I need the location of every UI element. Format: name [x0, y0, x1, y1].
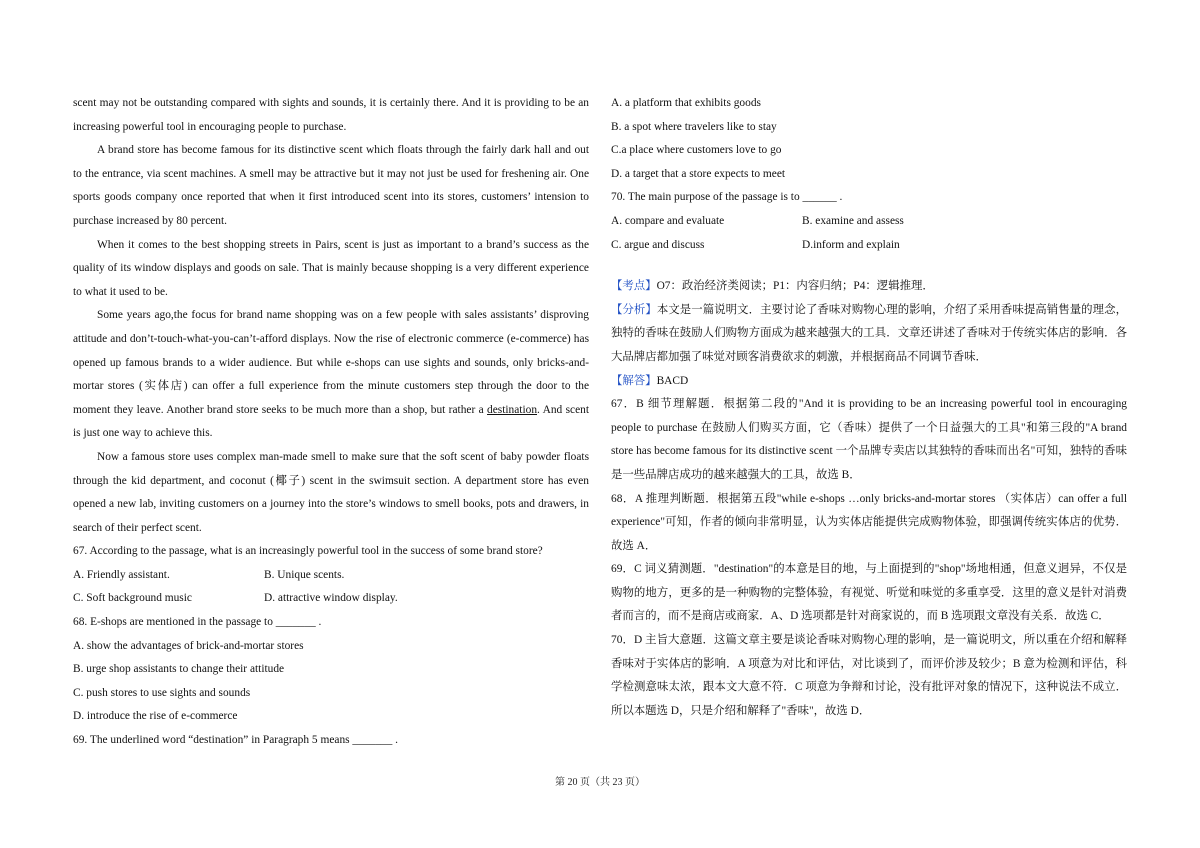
- kaodian-text: O7：政治经济类阅读；P1：内容归纳；P4：逻辑推理．: [656, 280, 934, 293]
- option-70-c: C. argue and discuss: [611, 238, 705, 251]
- paragraph-4-text-b: . And scent is just one way to achieve this.: [73, 403, 589, 440]
- fenxi-text: 本文是一篇说明文．主要讨论了香味对购物心理的影响，介绍了采用香味提高销售量的理念，独特的香味在鼓励人们购物方面成为越来越强大的工具．文章还讲述了香味对于传统实体店的影响．各大品牌店都加强了味觉对顾客消费欲求的刺激，并根据商品不同调节香味．: [611, 303, 1127, 363]
- option-70-a: A. compare and evaluate: [611, 214, 725, 227]
- paragraph-4: [73, 304, 589, 446]
- paragraph-3: When it comes to the best shopping streets in Pairs, scent is just as important to a brand’s success as the quality of its window displays and goods on sale. That is mainly because shopping is a very different experience to what it used to be.: [73, 238, 589, 298]
- answer-70: 70．D 主旨大意题．这篇文章主要是谈论香味对购物心理的影响，是一篇说明文，所以重在介绍和解释香味对于实体店的影响．A 项意为对比和评估，对比谈到了，而评价涉及较少；B 意为检测和评估，科学检测意味太浓，跟本文大意不符．C 项意为争辩和讨论，没有批评对象的情况下，这种说法不成立．所以本题选 D，只是介绍和解释了"香味"，故选 D．: [611, 634, 1127, 717]
- kaodian-section: [611, 275, 1127, 299]
- option-67-d: D. attractive window display.: [264, 592, 398, 605]
- fenxi-tag: 【分析】: [611, 303, 657, 316]
- paragraph-4-text-a: Some years ago,the focus for brand name shopping was on a few people with sales assistants’ disproving attitude and don’t-touch-what-you-can’t-afford displays. Now the rise of electronic commerce (e-commerce) has opened up famous brands to a wider audience. But while e-shops can use sights and sounds, only bricks-and-mortar stores (实体店) can offer a full experience from the minute customers step through the door to the moment they leave. Another brand store seeks to be much more than a shop, but rather a: [73, 309, 589, 416]
- kaodian-tag: 【考点】: [611, 280, 657, 293]
- question-70-options-row-2: [611, 234, 1127, 258]
- paragraph-2: A brand store has become famous for its distinctive scent which floats through the fairly dark hall and out to the entrance, via scent machines. A smell may be attractive but it may not just be used for freshening air. One sports goods company once reported that when it first introduced scent into its stores, customers’ intension to purchase increased by 80 percent.: [73, 144, 589, 227]
- option-68-b: B. urge shop assistants to change their attitude: [73, 663, 285, 676]
- option-69-b: B. a spot where travelers like to stay: [611, 120, 777, 133]
- option-69-a: A. a platform that exhibits goods: [611, 97, 761, 109]
- answer-69: 69．C 词义猜测题．"destination"的本意是目的地，与上面提到的"shop"场地相通，但意义迥异，不仅是购物的地方，更多的是一种购物的完整体验，有视觉、听觉和味觉的多重享受．这里的意义是针对消费者而言的，而不是商店或商家．A、D 选项都是针对商家说的，而 B 选项跟文章没有关系．故选 C．: [611, 563, 1127, 623]
- option-67-a: A. Friendly assistant.: [73, 568, 170, 581]
- option-69-c: C.a place where customers love to go: [611, 144, 782, 157]
- question-67-options-row-2: [73, 587, 589, 611]
- paragraph-5: Now a famous store uses complex man-made smell to make sure that the soft scent of baby powder floats through the kid department, and coconut (椰子) scent in the swimsuit section. A department store has even opened a new lab, inviting customers on a journey into the store’s windows to smell books, pots and drawers, in search of their perfect scent.: [73, 450, 589, 534]
- answer-67: 67．B 细节理解题．根据第二段的"And it is providing to be an increasing powerful tool in encouraging people to purchase 在鼓励人们购买方面，它（香味）提供了一个日益强大的工具"和第三段的"A brand store has become famous for its distinctive scent 一个品牌专卖店以其独特的香味而出名"可知，独特的香味是一些品牌店成功的越来越强大的工具，故选 B．: [611, 398, 1127, 481]
- option-70-b: B. examine and assess: [802, 214, 904, 227]
- jieda-tag: 【解答】: [611, 374, 657, 387]
- fenxi-section: [611, 299, 1127, 370]
- jieda-text: BACD: [656, 374, 689, 387]
- option-67-b: B. Unique scents.: [264, 568, 345, 581]
- question-67-options-row-1: [73, 564, 589, 588]
- option-69-d: D. a target that a store expects to meet: [611, 167, 786, 180]
- left-column: [73, 92, 589, 753]
- question-70-options-row-1: [611, 210, 1127, 234]
- option-70-d: D.inform and explain: [802, 238, 900, 251]
- option-68-d: D. introduce the rise of e-commerce: [73, 710, 238, 723]
- paragraph-1: scent may not be outstanding compared with sights and sounds, it is certainly there. And it is providing to be an increasing powerful tool in encouraging people to purchase.: [73, 97, 589, 133]
- answer-68: 68．A 推理判断题．根据第五段"while e-shops …only bricks-and-mortar stores （实体店）can offer a full experience"可知，作者的倾向非常明显，认为实体店能提供完成购物体验，即强调传统实体店的优势．故选 A．: [611, 492, 1127, 552]
- question-68: 68. E-shops are mentioned in the passage to _______ .: [73, 616, 322, 629]
- option-68-a: A. show the advantages of brick-and-mortar stores: [73, 639, 304, 652]
- right-column: [611, 92, 1127, 723]
- section-spacer: [611, 257, 1127, 275]
- question-67: 67. According to the passage, what is an increasingly powerful tool in the success of some brand store?: [73, 545, 543, 558]
- question-69: 69. The underlined word “destination” in Paragraph 5 means _______ .: [73, 734, 398, 747]
- question-70: 70. The main purpose of the passage is to ______ .: [611, 191, 843, 204]
- option-68-c: C. push stores to use sights and sounds: [73, 686, 251, 699]
- underlined-word-destination: destination: [487, 403, 538, 416]
- page-number: 第 20 页（共 23 页）: [555, 777, 645, 788]
- option-67-c: C. Soft background music: [73, 592, 192, 605]
- jieda-section: [611, 370, 1127, 394]
